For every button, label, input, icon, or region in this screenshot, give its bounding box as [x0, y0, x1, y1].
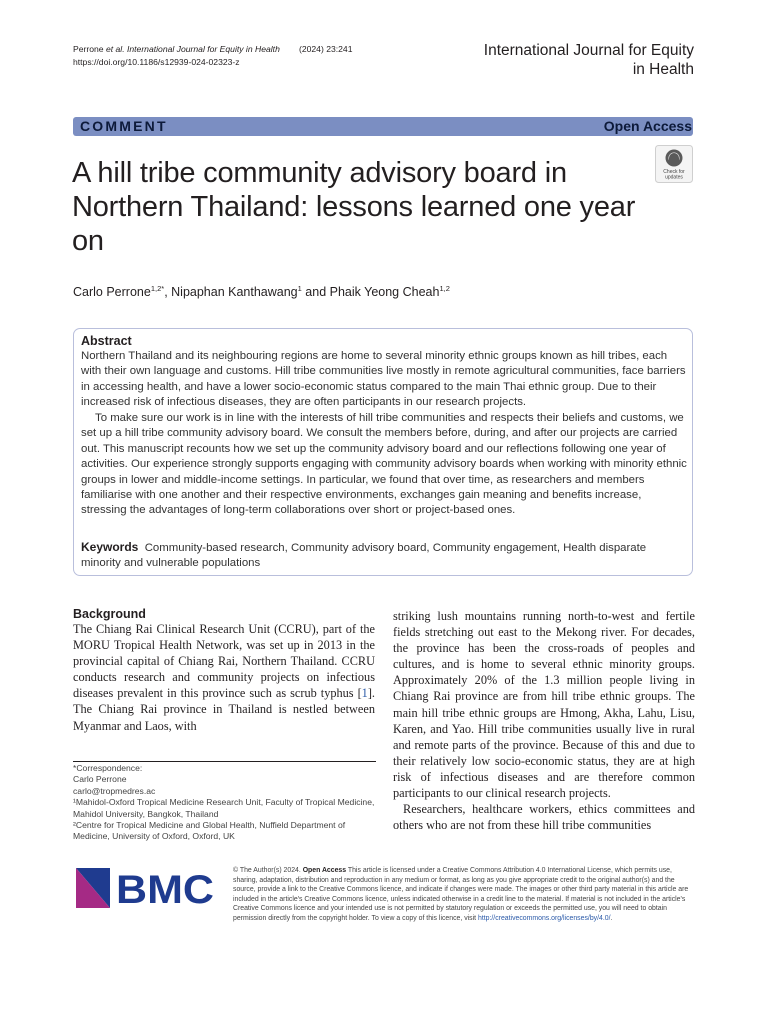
body-text: The Chiang Rai Clinical Research Unit (CCRU), part of the MORU Tropical Health Network, was set up in 2013 in the provincial capital of Chiang Rai, Northern Thailand. CCRU conducts research and community projects on infectious diseases prevalent in this province such as scrub typhus [ [73, 622, 375, 701]
license-open-access: Open Access [302, 867, 347, 874]
keywords [81, 540, 687, 572]
journal-name-line2: in Health [632, 61, 694, 78]
body-column-right [393, 608, 695, 833]
correspondence-email[interactable]: carlo@tropmedres.ac [73, 785, 156, 796]
abstract-heading: Abstract [81, 334, 132, 348]
author-list [73, 284, 450, 299]
author-name[interactable]: Nipaphan Kanthawang [171, 285, 298, 300]
article-type-label: COMMENT [80, 118, 168, 134]
open-access-label: Open Access [603, 118, 692, 134]
license-suffix: . [610, 914, 613, 922]
running-header [73, 43, 352, 68]
header-authors: Perrone [73, 44, 106, 54]
section-heading-background: Background [73, 607, 146, 621]
affiliation-2: ²Centre for Tropical Medicine and Global Health, Nuffield Department of Medicine, University of Oxford, Oxford, UK [73, 820, 346, 842]
body-paragraph: Researchers, healthcare workers, ethics committees and others who are not from these hill tribe communities [393, 802, 695, 833]
body-text: ]. The Chiang Rai province in Thailand is nestled between Myanmar and Laos, with [73, 686, 375, 733]
license-body: This article is licensed under a Creative Commons Attribution 4.0 International License, which permits use, sharing, adaptation, distribution and reproduction in any medium or format, as long as you give appropriate credit to the original author(s) and the source, provide a link to the Creative Commons licence, and indicate if changes were made. The images or other third party material in this article are included in the article's Creative Commons licence, unless indicated otherwise in a credit line to the material. If material is not included in the article's Creative Commons licence and your intended use is not permitted by statutory regulation or exceeds the permitted use, you will need to obtain permission directly from the copyright holder. To view a copy of this licence, visit [233, 867, 689, 922]
article-title: A hill tribe community advisory board in Northern Thailand: lessons learned one year on [72, 157, 636, 257]
author-separator: , [164, 285, 172, 300]
header-journal-italic: et al. International Journal for Equity in Health [105, 44, 280, 54]
abstract-paragraph-1: Northern Thailand and its neighbouring regions are home to several minority ethnic groups known as hill tribes, each with their own language and customs. Hill tribe communities live mostly in remote agricultural communities, face barriers in accessing health, and have a lower socio-economic status compared to the main Thai ethnic group. Due to their increased risk of infectious diseases, they are often participants in our research projects. [81, 350, 686, 409]
keywords-label: Keywords [81, 540, 139, 554]
author-separator: and [301, 285, 330, 300]
keywords-text: Community-based research, Community advisory board, Community engagement, Health disparate minority and vulnerable populations [81, 542, 647, 570]
affiliation-1: ¹Mahidol-Oxford Tropical Medicine Research Unit, Faculty of Tropical Medicine, Mahidol University, Bangkok, Thailand [73, 797, 375, 819]
author-name[interactable]: Phaik Yeong Cheah [329, 285, 440, 300]
correspondence-label: *Correspondence: [73, 763, 143, 773]
correspondence-name: Carlo Perrone [73, 774, 127, 785]
license-link[interactable]: http://creativecommons.org/licenses/by/4.0/ [477, 914, 611, 922]
crossmark-text-2: updates [665, 174, 683, 181]
license-text [233, 866, 695, 924]
citation-link[interactable]: 1 [361, 686, 368, 701]
crossmark-text-1: Check for [663, 169, 685, 175]
journal-name [484, 41, 694, 79]
license-prefix: © The Author(s) 2024. [233, 867, 303, 874]
body-paragraph [73, 621, 375, 734]
header-citation: (2024) 23:241 [298, 44, 353, 54]
bmc-logo-text: BMC [116, 868, 214, 908]
doi-link[interactable]: https://doi.org/10.1186/s12939-024-02323-z [73, 56, 240, 67]
body-column-left [73, 621, 375, 734]
footnote-divider [73, 761, 376, 762]
check-for-updates-icon[interactable] [655, 145, 693, 183]
author-name[interactable]: Carlo Perrone [73, 285, 151, 300]
abstract-paragraph-2: To make sure our work is in line with the interests of hill tribe communities and respects their beliefs and customs, we set up a hill tribe community advisory board. We consult the members before, during, and after our projects are carried out. This manuscript recounts how we set up the community advisory board and our reflections following one year of activities. Our experience strongly supports engaging with community advisory boards when working with minority ethnic groups in lower and middle-income settings. In particular, we found that over time, as researchers and members familiarise with one another and their respective environments, exchanges gain meaning and benefits increase, stressing the advantages of long-term collaborations over short or project-based ones. [81, 412, 687, 517]
bmc-logo [76, 868, 216, 908]
footnotes [73, 763, 375, 843]
journal-name-line1: International Journal for Equity [483, 42, 694, 59]
body-paragraph: striking lush mountains running north-to-west and fertile fields stretching out east to the Mekong river. For decades, the province has been the cross-roads of peoples and cultures, and is home to several ethnic minority groups. Approximately 20% of the 1.3 million people living in Chiang Rai province are from hill tribe ethnic groups. The main hill tribe ethnic groups are Hmong, Akha, Lahu, Lisu, Karen, and Yao. Hill tribe communities usually live in rural and remote parts of the province. Because of this and due to their relatively low socio-economic status, they are at high risk of infectious diseases and are therefore common participants to our clinical research projects. [393, 609, 695, 801]
author-affiliation: 1,2 [439, 284, 450, 293]
author-affiliation: 1,2* [150, 284, 165, 293]
author-affiliation: 1 [297, 284, 302, 293]
